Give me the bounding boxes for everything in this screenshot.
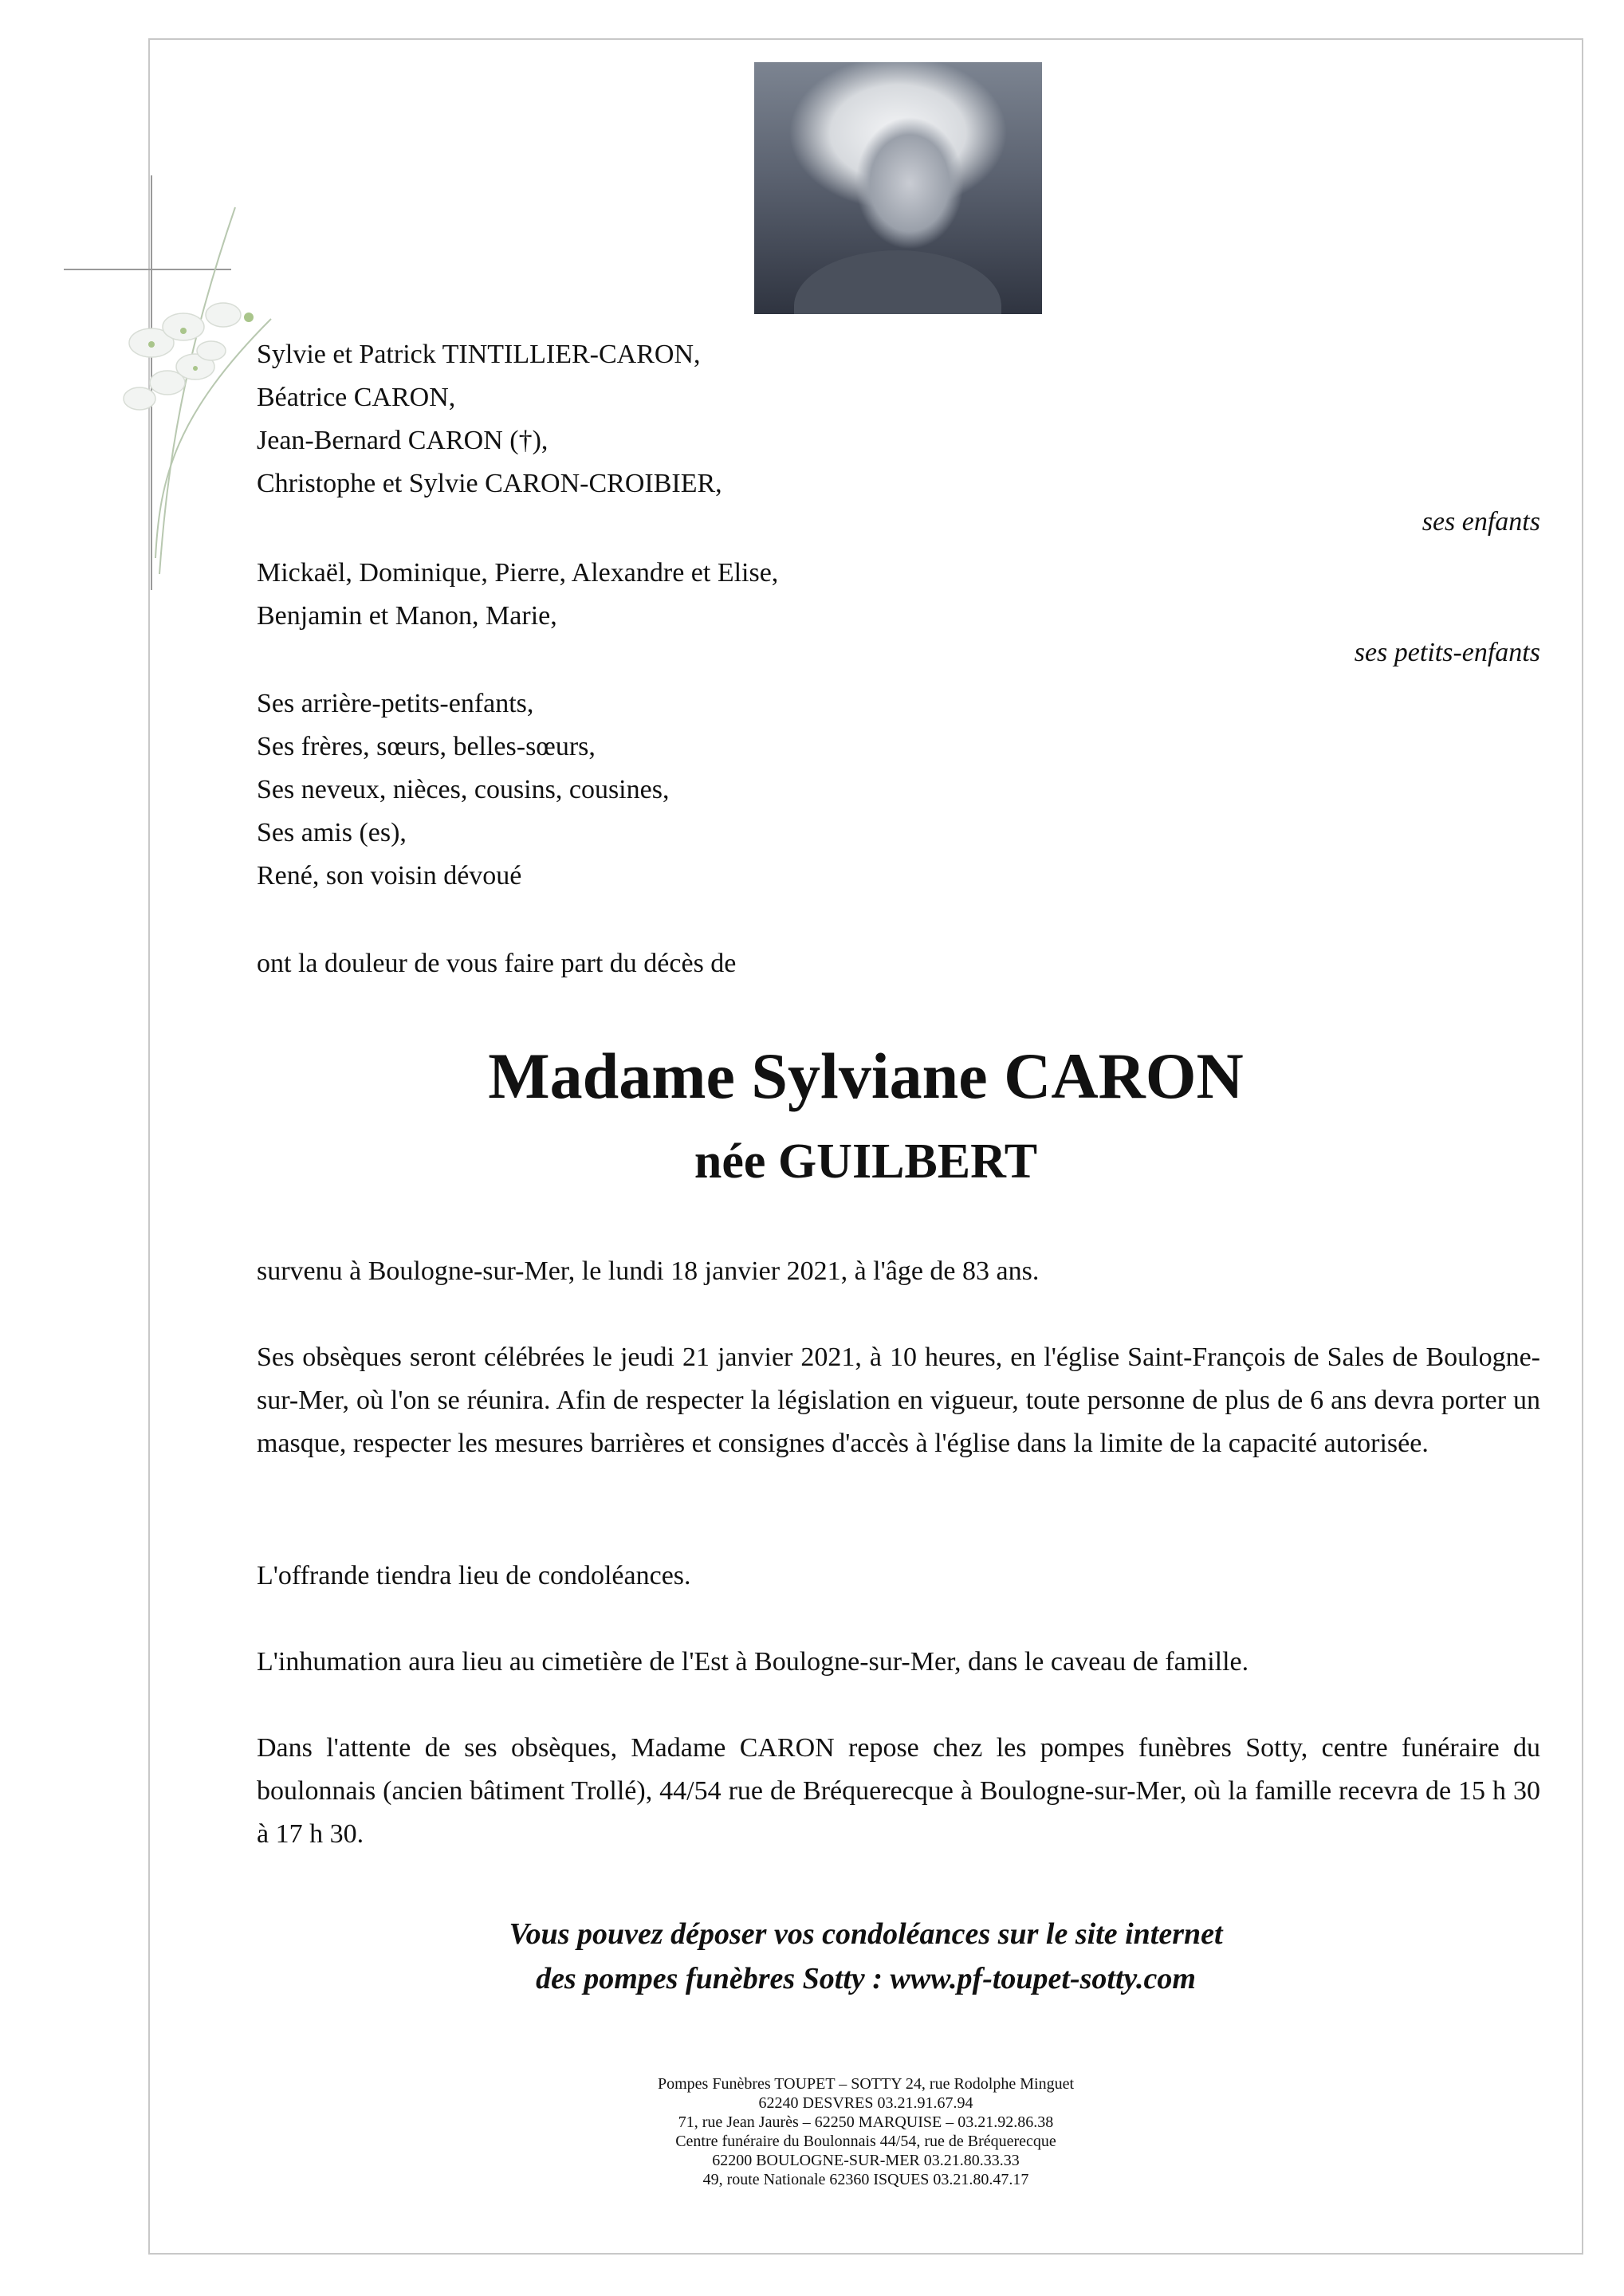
announcement-intro: ont la douleur de vous faire part du décès de bbox=[257, 949, 737, 978]
portrait-shoulders bbox=[794, 250, 1001, 314]
condolences-line: Vous pouvez déposer vos condoléances sur le site internet bbox=[509, 1917, 1223, 1951]
condolences-notice bbox=[148, 1912, 1583, 2001]
footer-line: 62240 DESVRES 03.21.91.67.94 bbox=[758, 2094, 973, 2112]
footer-line: Centre funéraire du Boulonnais 44/54, rue de Bréquerecque bbox=[675, 2133, 1056, 2150]
funeral-paragraph: Ses obsèques seront célébrées le jeudi 21 janvier 2021, à 10 heures, en l'église Saint-François de Sales de Boulogne-sur-Mer, où l'on se réunira. Afin de respecter la législation en vigueur, toute personne de plus de 6 ans devra porter un masque, respecter les mesures barrières et consignes d'accès à l'église dans la limite de la capacité autorisée. bbox=[257, 1343, 1540, 1458]
family-line: Sylvie et Patrick TINTILLIER-CARON, bbox=[257, 340, 701, 369]
portrait-photo bbox=[754, 62, 1042, 314]
condolences-line-with-website: des pompes funèbres Sotty : www.pf-toupet-sotty.com bbox=[536, 1962, 1196, 1995]
grandchildren-role: ses petits-enfants bbox=[1354, 638, 1540, 667]
deceased-maiden-name: née GUILBERT bbox=[694, 1134, 1038, 1189]
family-line: Ses neveux, nièces, cousins, cousines, bbox=[257, 775, 670, 804]
deceased-name: Madame Sylviane CARON bbox=[488, 1040, 1244, 1112]
family-line: Jean-Bernard CARON (†), bbox=[257, 426, 549, 455]
family-line: Béatrice CARON, bbox=[257, 383, 456, 412]
rest-paragraph: Dans l'attente de ses obsèques, Madame CARON repose chez les pompes funèbres Sotty, centre funéraire du boulonnais (ancien bâtiment Trollé), 44/54 rue de Bréquerecque à Boulogne-sur-Mer, où la famille recevra de 15 h 30 à 17 h 30. bbox=[257, 1733, 1540, 1849]
family-line: Benjamin et Manon, Marie, bbox=[257, 601, 557, 631]
burial-paragraph: L'inhumation aura lieu au cimetière de l'Est à Boulogne-sur-Mer, dans le caveau de famille. bbox=[257, 1647, 1249, 1677]
footer-line: Pompes Funèbres TOUPET – SOTTY 24, rue Rodolphe Minguet bbox=[657, 2075, 1075, 2093]
family-line: Christophe et Sylvie CARON-CROIBIER, bbox=[257, 469, 722, 498]
funeral-home-footer bbox=[148, 2074, 1583, 2189]
family-line: René, son voisin dévoué bbox=[257, 861, 522, 890]
footer-line: 49, route Nationale 62360 ISQUES 03.21.80.47.17 bbox=[702, 2171, 1029, 2188]
family-line: Ses arrière-petits-enfants, bbox=[257, 689, 534, 718]
offering-paragraph: L'offrande tiendra lieu de condoléances. bbox=[257, 1561, 691, 1590]
footer-line: 71, rue Jean Jaurès – 62250 MARQUISE – 03.21.92.86.38 bbox=[678, 2113, 1054, 2131]
family-line: Mickaël, Dominique, Pierre, Alexandre et Elise, bbox=[257, 558, 779, 588]
family-line: Ses frères, sœurs, belles-sœurs, bbox=[257, 732, 596, 761]
children-role: ses enfants bbox=[1421, 507, 1540, 537]
family-line: Ses amis (es), bbox=[257, 818, 407, 847]
footer-line: 62200 BOULOGNE-SUR-MER 03.21.80.33.33 bbox=[712, 2152, 1020, 2169]
death-paragraph: survenu à Boulogne-sur-Mer, le lundi 18 janvier 2021, à l'âge de 83 ans. bbox=[257, 1256, 1040, 1286]
